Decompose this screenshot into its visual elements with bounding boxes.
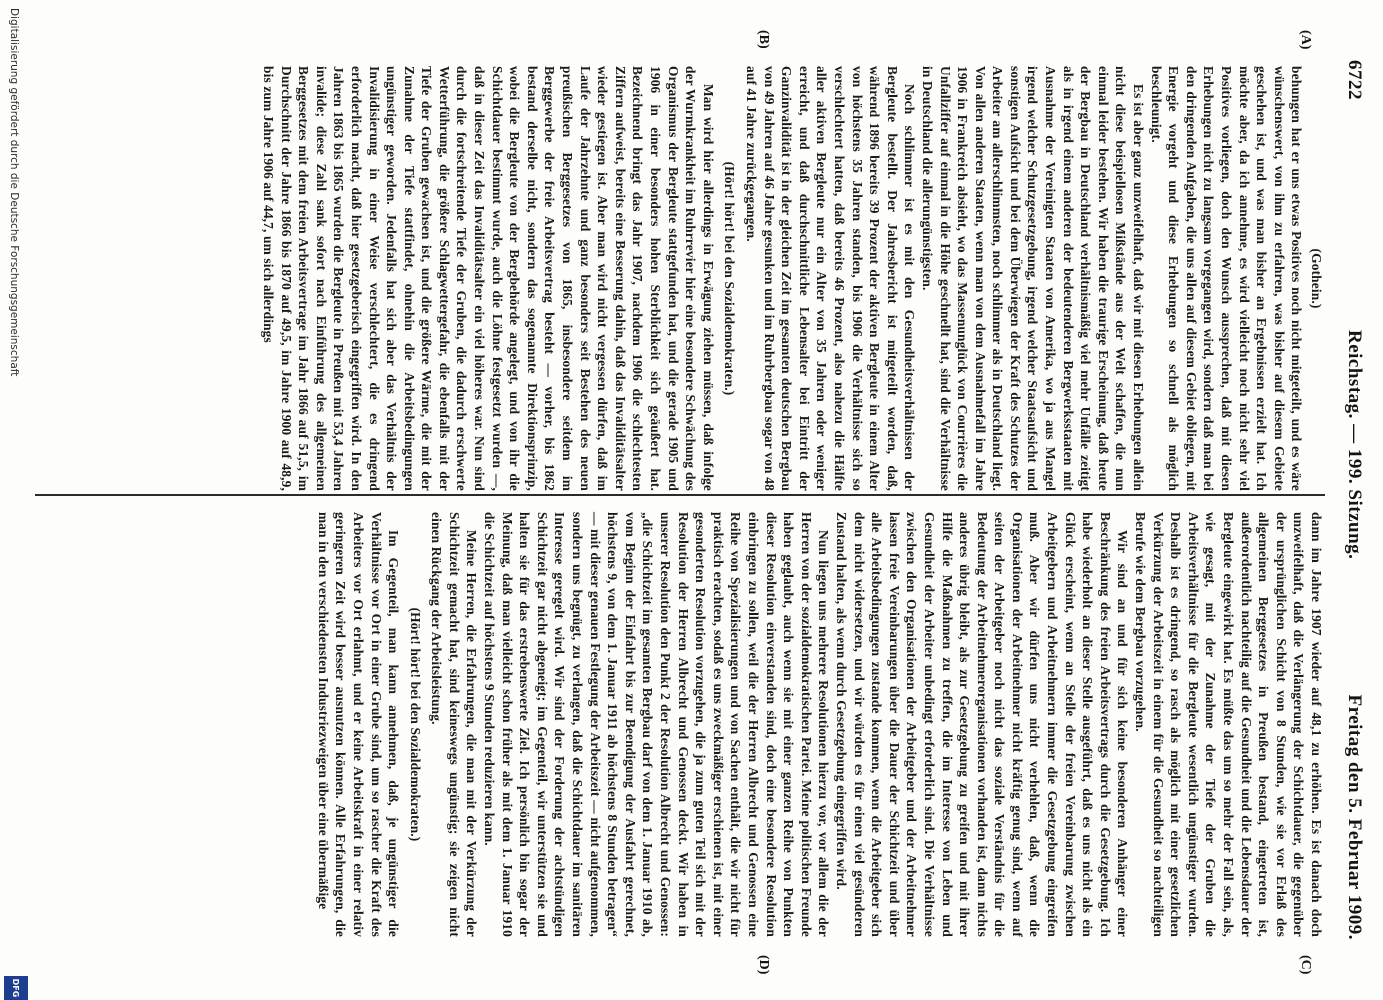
right-column xyxy=(314,512,1325,937)
session-date: Freitag den 5. Februar 1909. xyxy=(1344,694,1365,940)
paragraph: behungen hat er uns etwas Positives noch nicht mitgeteilt, und es wäre wünschenswert, von ihm zu erfahren, was bisher auf diesem Gebiete geschehen ist, und was man bisher an Ergebnissen erzielt hat. Ich möchte aber, da ich annehme, es wird vielleicht noch nicht sehr viel Positives vorliegen, doch den Wunsch aussprechen, daß mit diesen Erhebungen nicht zu langsam vorgegangen wird, sondern daß man bei den dringenden Aufgaben, die uns allen auf diesem Gebiet obliegen, mit Energie vorgeht und diese Erhebungen so schnell als möglich beschleunigt. xyxy=(1148,66,1305,491)
margin-marker-c: (C) xyxy=(1298,955,1313,975)
margin-marker-a: (A) xyxy=(1298,30,1313,50)
dfg-logo: DFG xyxy=(4,976,28,1000)
paragraph: Nun liegen uns mehrere Resolutionen hierzu vor, vor allem die der Herren von der sozialdemokratischen Partei. Meine politischen Freunde haben geglaubt, auch wenn sie mit einer ganzen Reihe von Punkten dieser Resolution einverstanden sind, doch eine besondere Resolution einbringen zu sollen, weil die der Herren Albrecht und Genossen eine Reihe von Spezialisierungen und von Sachen enthält, die wir nicht für praktisch erachten, sodaß es uns zweckmäßiger erschienen ist, mit einer gesonderten Resolution vorzugehen, die ja zum guten Teil sich mit der Resolution der Herren Albrecht und Genossen deckt. Wir haben in unserer Resolution den Punkt 2 der Resolution Albrecht und Genossen: „die Schichtzeit im gesamten Bergbau darf von dem 1. Januar 1910 ab, vom Beginn der Einfahrt bis zur Beendigung der Ausfahrt gerechnet, höchstens 9, von dem 1. Januar 1911 ab höchstens 8 Stunden betragen“ — mit dieser genauen Festlegung der Arbeitszeit — nicht aufgenommen, sondern uns begnügt, zu verlangen, daß die Schichtdauer im sanitären Interesse geregelt wird. Wir sind der Forderung der achtstündigen Schichtzeit gar nicht abgeneigt; im Gegenteil, wir unterstützen sie und halten sie für das erstrebenswerte Ziel. Ich persönlich bin sogar der Meinung, daß man vielleicht schon früher als mit dem 1. Januar 1910 die Schichtzeit auf höchstens 9 Stunden reduzieren kann. xyxy=(482,512,832,937)
paragraph: Es ist aber ganz unzweifelhaft, daß wir mit diesen Erhebungen allein nicht diese beispiellosen Mißstände aus der Welt schaffen, die nun einmal leider bestehen. Wir haben die traurige Erscheinung, daß heute der Bergbau in Deutschland verhältnismäßig viel mehr Unfälle zeitigt als in irgend einem anderen der bedeutenderen Bergwerksstaaten mit Ausnahme der Vereinigten Staaten von Amerika, wo ja aus Mangel irgend welcher Schutzgesetzgebung, irgend welcher Staatsaufsicht und sonstigen Aufsicht und bei dem Überwiegen der Kraft des Schutzes der Arbeiter am allerschlimmsten, noch schlimmer als in Deutschland liegt. Von allen anderen Staaten, wenn man von dem Ausnahmefall im Jahre 1906 in Frankreich absieht, wo das Massenunglück von Courrières die Unfallziffer auf einmal in die Höhe geschnellt hat, sind die Verhältnisse in Deutschland die allerungünstigsten. xyxy=(919,66,1147,491)
interjection: (Hört! hört! bei den Sozialdemokraten.) xyxy=(407,607,423,842)
margin-marker-d: (D) xyxy=(756,955,771,975)
paragraph: Meine Herren, die Erfahrungen, die man mit der Verkürzung der Schichtzeit gemacht hat, sind keineswegs ungünstig; sie zeigen nicht einen Rückgang der Arbeitsleistung. xyxy=(429,512,480,937)
column-divider xyxy=(35,494,1325,496)
paragraph: dann im Jahre 1907 wieder auf 48,1 zu erhöhen. Es ist danach doch unzweifelhaft, daß die Verlängerung der Schichtdauer, die gegenüber der ursprünglichen Schicht von 8 Stunden, wie sie vor Erlaß des allgemeinen Berggesetzes in Preußen bestand, eingetreten ist, außerordentlich nachteilig auf die Gesundheit und die Lebensdauer der Bergleute eingewirkt hat. Es müßte das um so mehr der Fall sein, als, wie gesagt, mit der Zunahme der Tiefe der Gruben die Arbeitsverhältnisse für die Bergleute wesentlich ungünstiger wurden. Deshalb ist es dringend, so rasch als möglich mit einer gesetzlichen Verkürzung der Arbeitszeit in einem für die Gesundheit so nachteiligen Berufe wie dem Bergbau vorzugehen. xyxy=(1133,512,1324,937)
digitization-credit: Digitalisierung gefördert durch die Deutsche Forschungsgemeinschaft xyxy=(8,8,20,377)
page-footer xyxy=(0,0,28,1000)
page-header xyxy=(1335,60,1365,940)
paragraph: Im Gegenteil, man kann annehmen, daß, je ungünstiger die Verhältnisse vor Ort in einer Grube sind, um so rascher die Kraft des Arbeiters vor Ort erlahmt, und er keine Arbeitskraft in einer relativ geringeren Zeit wird besser ausnutzen können. Alle Erfahrungen, die man in den verschiedensten Industriezweigen über eine übermäßige xyxy=(315,512,402,937)
interjection: (Hört! hört! bei den Sozialdemokraten.) xyxy=(722,161,738,396)
paragraph: Man wird hier allerdings in Erwägung ziehen müssen, daß infolge der Wurmkrankheit im Ruhrrevier hier eine besondere Schwächung des Organismus der Bergleute stattgefunden hat, und die gerade 1905 und 1906 in einer besonders hohen Sterblichkeit sich geäußert hat. Bezeichnend bringt das Jahr 1907, nachdem 1906 die schlechtesten Ziffern aufweist, bereits eine Besserung dahin, daß das Invaliditätsalter wieder gestiegen ist. Aber man wird nicht vergessen dürfen, daß im Laufe der Jahrzehnte und ganz besonders seit Bestehen des neuen preußischen Berggesetzes von 1865, insbesondere seitdem im Berggewerbe der freie Arbeitsvertrag besteht — vorher, bis 1862 bestand derselbe nicht, sondern das sogenannte Direktionsprinzip, wobei die Bergleute von der Bergbehörde angelegt, und von ihr die Schichtdauer bestimmt wurde, auch die Löhne festgesetzt wurden —, daß in dieser Zeit das Invaliditätsalter ein viel höheres war. Nun sind durch die fortschreitende Tiefe der Gruben, die dadurch erschwerte Wetterführung, die größere Schlagwettergefahr, die ebenfalls mit der Tiefe der Gruben gewachsen ist, und die größere Wärme, die mit der Zunahme der Tiefe stattfindet, ohnehin die Arbeitsbedingungen ungünstiger geworden. Jedenfalls hat sich aber das Verhältnis der Invalidisierung in einer Weise verschlechtert, die es dringend erforderlich macht, daß hier gesetzgeberisch eingegriffen wird. In den Jahren 1863 bis 1865 wurden die Bergleute in Preußen mit 53,4 Jahren invalide; diese Zahl sank sofort nach Einführung des allgemeinen Berggesetzes mit dem freien Arbeitsvertrage im Jahr 1866 auf 51,5, im Durchschnitt der Jahre 1866 bis 1870 auf 49,5, im Jahre 1900 auf 48,9, bis zum Jahre 1906 auf 44,7, um sich allerdings xyxy=(260,66,716,491)
page-number: 6722 xyxy=(1344,60,1365,100)
paragraph: Noch schlimmer ist es mit den Gesundheitsverhältnissen der Bergleute bestellt. Der Jahresbericht ist mitgeteilt worden, daß, während 1896 bereits 39 Prozent der aktiven Bergleute in einem Alter von höchstens 35 Jahren standen, bis 1906 die Verhältnisse sich so verschlechtert hatten, daß bereits 46 Prozent, also nahezu die Hälfte aller aktiven Bergleute nur ein Alter von 35 Jahren oder weniger erreicht, und daß durchschnittliche Lebensalter bei Eintritt der Ganzinvalidität ist in der gleichen Zeit im gesamten deutschen Bergbau von 49 Jahren auf 46 Jahre gesunken und im Ruhrbergbau sogar von 48 auf 41 Jahre zurückgegangen. xyxy=(744,66,918,491)
speaker-name: (Gothein.) xyxy=(1309,248,1324,309)
margin-marker-b: (B) xyxy=(756,30,771,49)
paragraph: Wir sind an und für sich keine besonderen Anhänger einer Beschränkung des freien Arbeitsvertrags durch die Gesetzgebung. Ich habe wiederholt an dieser Stelle ausgeführt, daß es uns nicht als ein Glück erscheint, wenn an Stelle der freien Vereinbarung zwischen Arbeitgebern und Arbeitnehmern immer die Gesetzgebung eingreifen muß. Aber wir dürfen uns nicht verhehlen, daß, wenn die Organisationen der Arbeitnehmer nicht kräftig genug sind, wenn auf seiten der Arbeitgeber noch nicht das soziale Verständnis für die Bedeutung der Arbeitnehmerorganisationen vorhanden ist, dann nichts anderes übrig bleibt, als zur Gesetzgebung zu greifen und mit ihrer Hilfe die Maßnahmen zu treffen, die im Interesse von Leben und Gesundheit der Arbeiter unbedingt erforderlich sind. Die Verhältnisse zwischen den Organisationen der Arbeitgeber und der Arbeitnehmer lassen freie Vereinbarungen über die Dauer der Schichtzeit und über alle Arbeitsbedingungen zustande kommen, wenn die Arbeitgeber sich dem nicht widersetzen, und wir würden es für einen viel gesünderen Zustand halten, als wenn durch Gesetzgebung eingegriffen wird. xyxy=(833,512,1131,937)
session-title: Reichstag. — 199. Sitzung. xyxy=(1344,330,1365,560)
left-column xyxy=(259,66,1325,491)
